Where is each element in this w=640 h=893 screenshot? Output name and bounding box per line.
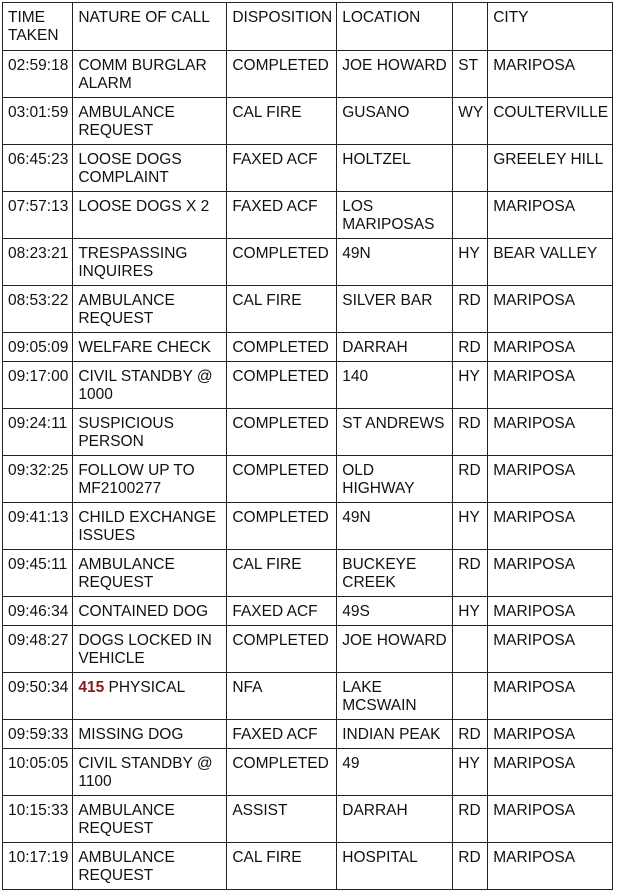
location-cell: HOSPITAL xyxy=(337,843,453,890)
location-cell: LOS MARIPOSAS xyxy=(337,192,453,239)
disposition-cell: CAL FIRE xyxy=(227,843,337,890)
location-cell: SILVER BAR xyxy=(337,286,453,333)
suffix-cell: RD xyxy=(453,286,488,333)
table-row xyxy=(3,550,613,597)
nature-cell: DOGS LOCKED IN VEHICLE xyxy=(73,626,227,673)
city-cell: MARIPOSA xyxy=(488,673,613,720)
time-cell: 10:15:33 xyxy=(3,796,73,843)
suffix-cell: RD xyxy=(453,409,488,456)
header-row xyxy=(3,3,613,51)
location-cell: OLD HIGHWAY xyxy=(337,456,453,503)
disposition-cell: COMPLETED xyxy=(227,362,337,409)
disposition-cell: CAL FIRE xyxy=(227,98,337,145)
table-row xyxy=(3,98,613,145)
suffix-cell: RD xyxy=(453,550,488,597)
disposition-cell: COMPLETED xyxy=(227,409,337,456)
location-cell: JOE HOWARD xyxy=(337,51,453,98)
table-row xyxy=(3,749,613,796)
time-cell: 03:01:59 xyxy=(3,98,73,145)
time-cell: 09:24:11 xyxy=(3,409,73,456)
table-row xyxy=(3,286,613,333)
city-cell: MARIPOSA xyxy=(488,503,613,550)
time-cell: 09:59:33 xyxy=(3,720,73,749)
table-row xyxy=(3,145,613,192)
city-cell: MARIPOSA xyxy=(488,550,613,597)
table-row xyxy=(3,51,613,98)
table-row xyxy=(3,673,613,720)
city-cell: MARIPOSA xyxy=(488,597,613,626)
suffix-cell: HY xyxy=(453,749,488,796)
location-cell: ST ANDREWS xyxy=(337,409,453,456)
nature-cell: MISSING DOG xyxy=(73,720,227,749)
location-cell: BUCKEYE CREEK xyxy=(337,550,453,597)
disposition-cell: CAL FIRE xyxy=(227,550,337,597)
disposition-cell: FAXED ACF xyxy=(227,720,337,749)
time-cell: 09:17:00 xyxy=(3,362,73,409)
time-cell: 09:50:34 xyxy=(3,673,73,720)
city-cell: MARIPOSA xyxy=(488,286,613,333)
disposition-cell: NFA xyxy=(227,673,337,720)
table-row xyxy=(3,409,613,456)
disposition-cell: CAL FIRE xyxy=(227,286,337,333)
penal-code: 415 xyxy=(78,679,105,696)
time-cell: 09:45:11 xyxy=(3,550,73,597)
time-cell: 09:46:34 xyxy=(3,597,73,626)
table-row xyxy=(3,843,613,890)
location-cell: 49 xyxy=(337,749,453,796)
table-row xyxy=(3,626,613,673)
location-cell: 49N xyxy=(337,503,453,550)
suffix-cell: ST xyxy=(453,51,488,98)
nature-cell: CHILD EXCHANGE ISSUES xyxy=(73,503,227,550)
suffix-cell: WY xyxy=(453,98,488,145)
table-row xyxy=(3,456,613,503)
disposition-cell: COMPLETED xyxy=(227,333,337,362)
city-cell: MARIPOSA xyxy=(488,796,613,843)
disposition-cell: ASSIST xyxy=(227,796,337,843)
city-cell: BEAR VALLEY xyxy=(488,239,613,286)
city-cell: MARIPOSA xyxy=(488,456,613,503)
header-time-taken: TIME TAKEN xyxy=(3,3,73,51)
location-cell: JOE HOWARD xyxy=(337,626,453,673)
nature-cell: TRESPASSING INQUIRES xyxy=(73,239,227,286)
location-cell: 140 xyxy=(337,362,453,409)
disposition-cell: COMPLETED xyxy=(227,503,337,550)
location-cell: LAKE MCSWAIN xyxy=(337,673,453,720)
disposition-cell: COMPLETED xyxy=(227,239,337,286)
city-cell: MARIPOSA xyxy=(488,51,613,98)
city-cell: MARIPOSA xyxy=(488,626,613,673)
city-cell: GREELEY HILL xyxy=(488,145,613,192)
city-cell: MARIPOSA xyxy=(488,409,613,456)
disposition-cell: FAXED ACF xyxy=(227,192,337,239)
city-cell: COULTERVILLE xyxy=(488,98,613,145)
suffix-cell: RD xyxy=(453,796,488,843)
table-row xyxy=(3,597,613,626)
location-cell: HOLTZEL xyxy=(337,145,453,192)
time-cell: 02:59:18 xyxy=(3,51,73,98)
time-cell: 06:45:23 xyxy=(3,145,73,192)
suffix-cell: HY xyxy=(453,362,488,409)
city-cell: MARIPOSA xyxy=(488,333,613,362)
time-cell: 09:41:13 xyxy=(3,503,73,550)
suffix-cell: RD xyxy=(453,843,488,890)
header-disposition: DISPOSITION xyxy=(227,3,337,51)
location-cell: DARRAH xyxy=(337,796,453,843)
disposition-cell: FAXED ACF xyxy=(227,597,337,626)
nature-cell: AMBULANCE REQUEST xyxy=(73,796,227,843)
table-row xyxy=(3,192,613,239)
time-cell: 09:48:27 xyxy=(3,626,73,673)
table-row xyxy=(3,333,613,362)
suffix-cell: HY xyxy=(453,597,488,626)
nature-cell: WELFARE CHECK xyxy=(73,333,227,362)
nature-cell xyxy=(73,673,227,720)
nature-cell: AMBULANCE REQUEST xyxy=(73,843,227,890)
disposition-cell: COMPLETED xyxy=(227,749,337,796)
location-cell: DARRAH xyxy=(337,333,453,362)
disposition-cell: COMPLETED xyxy=(227,456,337,503)
suffix-cell xyxy=(453,145,488,192)
city-cell: MARIPOSA xyxy=(488,749,613,796)
nature-cell: AMBULANCE REQUEST xyxy=(73,286,227,333)
location-cell: 49S xyxy=(337,597,453,626)
nature-cell: LOOSE DOGS X 2 xyxy=(73,192,227,239)
time-cell: 08:23:21 xyxy=(3,239,73,286)
city-cell: MARIPOSA xyxy=(488,362,613,409)
table-body xyxy=(3,51,613,890)
suffix-cell xyxy=(453,626,488,673)
nature-cell: CIVIL STANDBY @ 1000 xyxy=(73,362,227,409)
nature-cell: AMBULANCE REQUEST xyxy=(73,550,227,597)
nature-cell: CIVIL STANDBY @ 1100 xyxy=(73,749,227,796)
header-city: CITY xyxy=(488,3,613,51)
time-cell: 07:57:13 xyxy=(3,192,73,239)
table-row xyxy=(3,239,613,286)
suffix-cell: RD xyxy=(453,720,488,749)
time-cell: 10:05:05 xyxy=(3,749,73,796)
location-cell: GUSANO xyxy=(337,98,453,145)
location-cell: INDIAN PEAK xyxy=(337,720,453,749)
time-cell: 09:05:09 xyxy=(3,333,73,362)
suffix-cell xyxy=(453,673,488,720)
nature-cell: COMM BURGLAR ALARM xyxy=(73,51,227,98)
suffix-cell: HY xyxy=(453,239,488,286)
location-cell: 49N xyxy=(337,239,453,286)
suffix-cell xyxy=(453,192,488,239)
disposition-cell: COMPLETED xyxy=(227,626,337,673)
header-location: LOCATION xyxy=(337,3,453,51)
table-row xyxy=(3,796,613,843)
time-cell: 10:17:19 xyxy=(3,843,73,890)
nature-text: PHYSICAL xyxy=(104,679,186,696)
header-nature-of-call: NATURE OF CALL xyxy=(73,3,227,51)
time-cell: 08:53:22 xyxy=(3,286,73,333)
time-cell: 09:32:25 xyxy=(3,456,73,503)
suffix-cell: HY xyxy=(453,503,488,550)
disposition-cell: FAXED ACF xyxy=(227,145,337,192)
header-street-suffix xyxy=(453,3,488,51)
suffix-cell: RD xyxy=(453,456,488,503)
call-log-table xyxy=(2,2,613,890)
table-header xyxy=(3,3,613,51)
nature-cell: LOOSE DOGS COMPLAINT xyxy=(73,145,227,192)
nature-cell: AMBULANCE REQUEST xyxy=(73,98,227,145)
nature-cell: FOLLOW UP TO MF2100277 xyxy=(73,456,227,503)
suffix-cell: RD xyxy=(453,333,488,362)
disposition-cell: COMPLETED xyxy=(227,51,337,98)
table-row xyxy=(3,362,613,409)
nature-cell: CONTAINED DOG xyxy=(73,597,227,626)
city-cell: MARIPOSA xyxy=(488,720,613,749)
nature-cell: SUSPICIOUS PERSON xyxy=(73,409,227,456)
city-cell: MARIPOSA xyxy=(488,843,613,890)
city-cell: MARIPOSA xyxy=(488,192,613,239)
table-row xyxy=(3,720,613,749)
table-row xyxy=(3,503,613,550)
